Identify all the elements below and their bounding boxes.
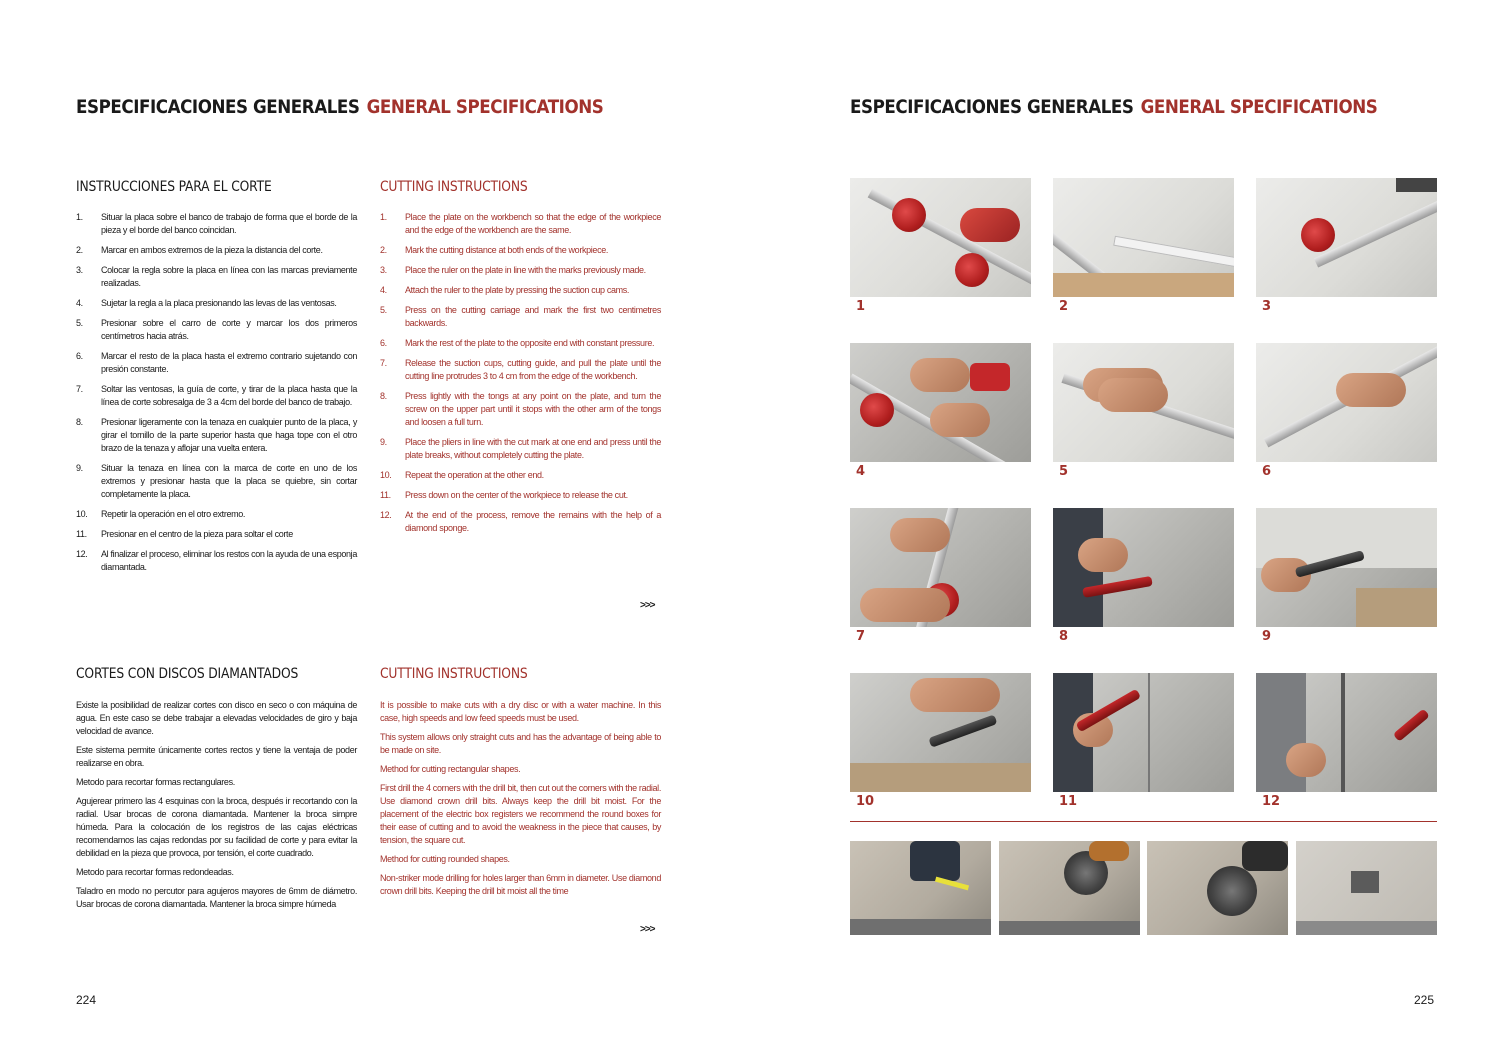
step-photo-2 <box>1053 178 1234 297</box>
section2-heading-en: CUTTING INSTRUCTIONS <box>380 666 528 682</box>
step-photo-5 <box>1053 343 1234 462</box>
paragraph: Existe la posibilidad de realizar cortes con disco en seco o con máquina de agua. En este caso se debe trabajar a elevadas velocidades de giro y baja velocidad de avance. <box>76 700 357 736</box>
step-text: Press down on the center of the workpiece to release the cut. <box>405 490 628 500</box>
step-item <box>76 264 357 290</box>
step-item <box>380 436 661 462</box>
step-photo-12 <box>1256 673 1437 792</box>
photo-caption-12: 12 <box>1262 794 1281 809</box>
step-photo-1 <box>850 178 1031 297</box>
step-text: Mark the cutting distance at both ends of the workpiece. <box>405 245 609 255</box>
right-page-title <box>850 96 1377 118</box>
photo-caption-9: 9 <box>1262 629 1272 644</box>
step-number: 7. <box>380 358 387 368</box>
step-text: Sujetar la regla a la placa presionando las levas de las ventosas. <box>101 298 337 308</box>
step-number: 9. <box>76 463 83 473</box>
step-text: Soltar las ventosas, la guía de corte, y tirar de la placa hasta que la línea de corte sobresalga de 3 a 4cm del borde del banco de trabajo. <box>101 384 357 407</box>
step-number: 2. <box>380 245 387 255</box>
step-photo-3 <box>1256 178 1437 297</box>
step-photo-7 <box>850 508 1031 627</box>
paragraph: Metodo para recortar formas redondeadas. <box>76 867 234 877</box>
step-number: 4. <box>76 298 83 308</box>
step-photo-11 <box>1053 673 1234 792</box>
step-number: 10. <box>380 470 392 480</box>
step-number: 10. <box>76 509 88 519</box>
step-number: 8. <box>380 391 387 401</box>
steps-list-es <box>76 211 357 581</box>
photo-caption-4: 4 <box>856 464 866 479</box>
disc-cutting-photo-3 <box>1147 841 1288 935</box>
step-number: 6. <box>380 338 387 348</box>
step-photo-4 <box>850 343 1031 462</box>
step-text: Attach the ruler to the plate by pressing the suction cup cams. <box>405 285 630 295</box>
photo-caption-7: 7 <box>856 629 866 644</box>
paragraph: Method for cutting rounded shapes. <box>380 854 510 864</box>
step-text: Presionar en el centro de la pieza para soltar el corte <box>101 529 293 539</box>
paragraph: Non-striker mode drilling for holes larger than 6mm in diameter. Use diamond crown drill bits. Keeping the drill bit moist all the time <box>380 873 661 896</box>
step-item <box>380 489 661 502</box>
step-number: 8. <box>76 417 83 427</box>
step-item <box>76 528 357 541</box>
step-text: Place the ruler on the plate in line with the marks previously made. <box>405 265 646 275</box>
step-text: Presionar sobre el carro de corte y marcar los dos primeros centímetros hacia atrás. <box>101 318 357 341</box>
section2-heading-es: CORTES CON DISCOS DIAMANTADOS <box>76 666 299 682</box>
step-photo-6 <box>1256 343 1437 462</box>
photo-caption-3: 3 <box>1262 299 1272 314</box>
disc-cutting-text-en <box>380 699 661 904</box>
step-item <box>380 244 661 257</box>
step-text: Repetir la operación en el otro extremo. <box>101 509 246 519</box>
step-text: At the end of the process, remove the remains with the help of a diamond sponge. <box>405 510 661 533</box>
paragraph: Agujerear primero las 4 esquinas con la broca, después ir recortando con la radial. Usar brocas de corona diamantada. Mantener la broca simpre húmeda. Para la colocación de los registros de las cajas eléctricas recomendamos las cajas redondas por su facilidad de corte y para evitar la debilidad en la pieza que provoca, por tensión, el corte cuadrado. <box>76 796 357 858</box>
step-text: Mark the rest of the plate to the opposite end with constant pressure. <box>405 338 655 348</box>
step-number: 5. <box>76 318 83 328</box>
photo-caption-1: 1 <box>856 299 866 314</box>
step-item <box>380 211 661 237</box>
left-page-title <box>76 96 603 118</box>
step-number: 6. <box>76 351 83 361</box>
step-photo-8 <box>1053 508 1234 627</box>
step-text: Situar la tenaza en línea con la marca de corte en uno de los extremos y presionar hasta que la placa se quiebre, sin cortar completamente la placa. <box>101 463 357 499</box>
section1-heading-es: INSTRUCCIONES PARA EL CORTE <box>76 179 272 195</box>
step-text: Press lightly with the tongs at any point on the plate, and turn the screw on the upper part until it stops with the other arm of the tongs and loosen a full turn. <box>405 391 661 427</box>
continue-arrows-2: >>> <box>640 924 655 935</box>
step-number: 3. <box>76 265 83 275</box>
step-text: Marcar en ambos extremos de la pieza la distancia del corte. <box>101 245 323 255</box>
paragraph: Metodo para recortar formas rectangulares. <box>76 777 235 787</box>
right-title-es: ESPECIFICACIONES GENERALES <box>850 96 1134 118</box>
step-item <box>380 390 661 429</box>
photo-caption-10: 10 <box>856 794 875 809</box>
step-text: Release the suction cups, cutting guide, and pull the plate until the cutting line protrudes 3 to 4 cm from the edge of the workbench. <box>405 358 661 381</box>
disc-cutting-photo-2 <box>999 841 1140 935</box>
step-number: 1. <box>380 212 387 222</box>
step-number: 7. <box>76 384 83 394</box>
step-number: 12. <box>76 549 88 559</box>
step-number: 4. <box>380 285 387 295</box>
photo-caption-11: 11 <box>1059 794 1078 809</box>
page-number-right: 225 <box>1414 993 1435 1007</box>
step-item <box>76 548 357 574</box>
step-item <box>380 284 661 297</box>
step-item <box>380 509 661 535</box>
step-number: 3. <box>380 265 387 275</box>
paragraph: It is possible to make cuts with a dry disc or with a water machine. In this case, high speeds and low feed speeds must be used. <box>380 700 661 723</box>
step-item <box>76 297 357 310</box>
step-item <box>76 244 357 257</box>
step-item <box>76 211 357 237</box>
step-text: Repeat the operation at the other end. <box>405 470 544 480</box>
step-text: Presionar ligeramente con la tenaza en cualquier punto de la placa, y girar el tornillo de la parte superior hasta que haga tope con el otro brazo de la tenaza y aflojar una vuelta entera. <box>101 417 357 453</box>
step-text: Place the pliers in line with the cut mark at one end and press until the plate breaks, without completely cutting the plate. <box>405 437 661 460</box>
step-item <box>380 264 661 277</box>
continue-arrows-1: >>> <box>640 600 655 611</box>
step-item <box>76 317 357 343</box>
paragraph: Taladro en modo no percutor para agujeros mayores de 6mm de diámetro. Usar brocas de corona diamantada. Mantener la broca simpre húmeda <box>76 886 357 909</box>
step-item <box>76 350 357 376</box>
paragraph: Method for cutting rectangular shapes. <box>380 764 521 774</box>
step-item <box>380 469 661 482</box>
step-item <box>76 462 357 501</box>
step-number: 5. <box>380 305 387 315</box>
left-title-en: GENERAL SPECIFICATIONS <box>366 96 604 118</box>
photo-caption-6: 6 <box>1262 464 1272 479</box>
step-photo-10 <box>850 673 1031 792</box>
step-number: 9. <box>380 437 387 447</box>
step-photo-9 <box>1256 508 1437 627</box>
paragraph: Este sistema permite únicamente cortes rectos y tiene la ventaja de poder realizarse en obra. <box>76 745 357 768</box>
left-title-es: ESPECIFICACIONES GENERALES <box>76 96 360 118</box>
step-item <box>76 416 357 455</box>
step-text: Place the plate on the workbench so that the edge of the workpiece and the edge of the workbench are the same. <box>405 212 661 235</box>
page-number-left: 224 <box>76 993 97 1007</box>
step-number: 2. <box>76 245 83 255</box>
step-item <box>380 304 661 330</box>
right-title-en: GENERAL SPECIFICATIONS <box>1140 96 1378 118</box>
step-item <box>76 383 357 409</box>
paragraph: This system allows only straight cuts and has the advantage of being able to be made on site. <box>380 732 661 755</box>
step-text: Al finalizar el proceso, eliminar los restos con la ayuda de una esponja diamantada. <box>101 549 357 572</box>
disc-cutting-photo-4 <box>1296 841 1437 935</box>
photo-caption-8: 8 <box>1059 629 1069 644</box>
step-item <box>76 508 357 521</box>
step-text: Marcar el resto de la placa hasta el extremo contrario sujetando con presión constante. <box>101 351 357 374</box>
disc-cutting-text-es <box>76 699 357 917</box>
disc-cutting-photo-1 <box>850 841 991 935</box>
step-number: 12. <box>380 510 392 520</box>
section1-heading-en: CUTTING INSTRUCTIONS <box>380 179 528 195</box>
step-number: 11. <box>380 490 391 500</box>
photo-caption-5: 5 <box>1059 464 1069 479</box>
paragraph: First drill the 4 corners with the drill bit, then cut out the corners with the radial. Use diamond crown drill bits. Always keep the drill bit moist. For the placement of the electric box registers we recommend the round boxes for their ease of cutting and to avoid the weakness in the piece that causes, by tension, the square cut. <box>380 783 661 845</box>
step-text: Colocar la regla sobre la placa en línea con las marcas previamente realizadas. <box>101 265 357 288</box>
step-item <box>380 337 661 350</box>
step-number: 1. <box>76 212 83 222</box>
photo-caption-2: 2 <box>1059 299 1069 314</box>
step-item <box>380 357 661 383</box>
steps-list-en <box>380 211 661 542</box>
divider-line <box>850 821 1437 822</box>
step-number: 11. <box>76 529 87 539</box>
step-text: Press on the cutting carriage and mark the first two centimetres backwards. <box>405 305 661 328</box>
step-text: Situar la placa sobre el banco de trabajo de forma que el borde de la pieza y el borde del banco coincidan. <box>101 212 357 235</box>
